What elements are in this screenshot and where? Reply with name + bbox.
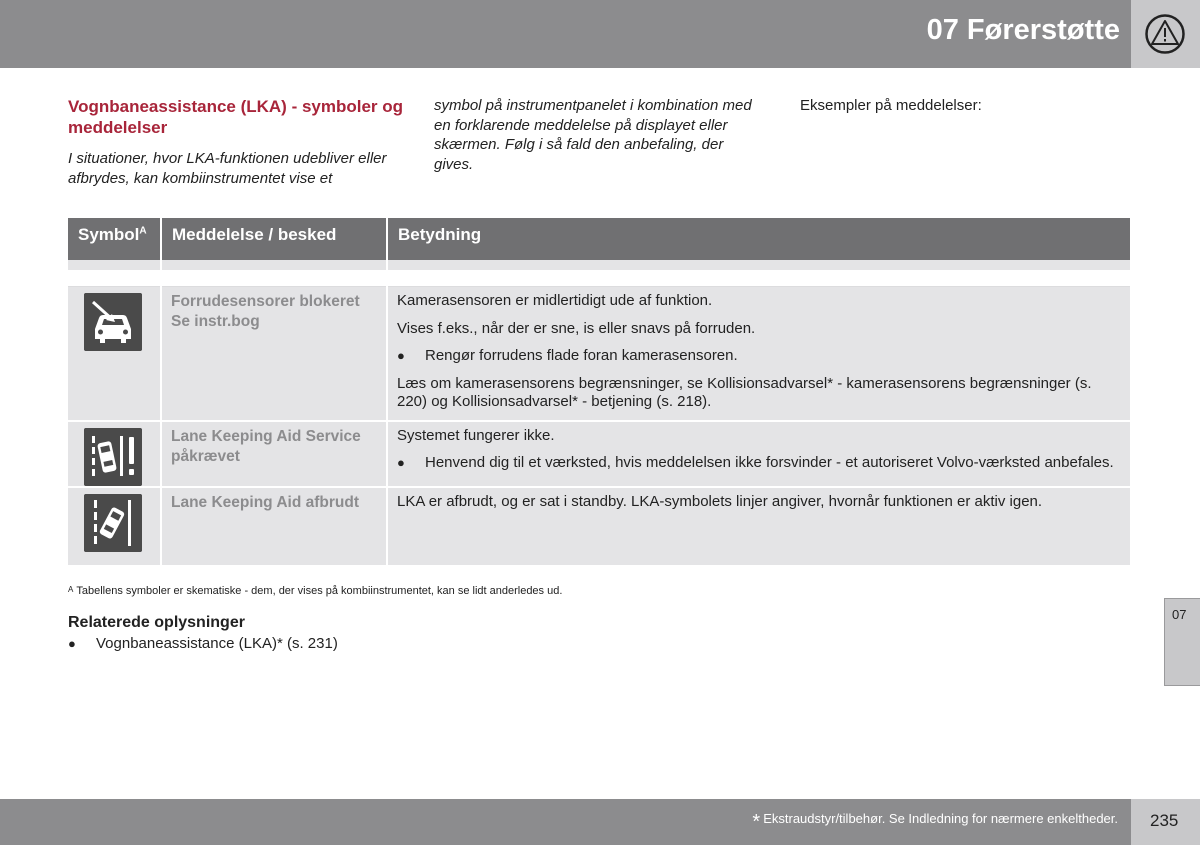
- meaning-cell: [387, 487, 1131, 566]
- meaning-cell: [387, 287, 1131, 421]
- page-number: 235: [1150, 811, 1179, 830]
- meaning-cell: [387, 421, 1131, 487]
- footer-note-text: Ekstraudstyr/tilbehør. Se Indledning for nærmere enkeltheder.: [763, 811, 1118, 826]
- asterisk: *: [752, 811, 761, 833]
- header-symbol: [68, 218, 161, 260]
- meaning-text: Systemet fungerer ikke.: [397, 426, 555, 444]
- related-link-text[interactable]: Vognbaneassistance (LKA)* (s. 231): [96, 635, 338, 652]
- chapter-icon-box: [1131, 0, 1200, 68]
- lane-keeping-service-icon: [84, 428, 142, 486]
- chapter-side-tab: 07: [1164, 598, 1200, 686]
- footnote-text: Tabellens symboler er skematiske - dem, der vises på kombiinstrumentet, kan se lidt anderledes ud.: [76, 585, 563, 597]
- warning-triangle-icon: [1144, 14, 1186, 54]
- table-row: [68, 287, 1131, 421]
- message-line2: Se instr.bog: [171, 313, 260, 330]
- meaning-text: Kamerasensoren er midlertidigt ude af funktion.: [397, 292, 713, 309]
- table-row: [68, 487, 1131, 566]
- chapter-title: 07 Førerstøtte: [926, 14, 1120, 46]
- intro-text-part2: symbol på instrumentpanelet i kombination med en forklarende meddelelse på displayet eller skærmen. Følg i så fald den anbefaling, der gives.: [434, 97, 752, 173]
- message-line1: Forrudesensorer blokeret: [171, 293, 360, 310]
- related-link[interactable]: [68, 635, 338, 654]
- message-line2: påkrævet: [171, 447, 240, 465]
- table-header-row: [68, 218, 1131, 260]
- meaning-text: LKA er afbrudt, og er sat i standby. LKA-symbolets linjer angiver, hvornår funktionen er aktiv igen.: [397, 492, 1043, 510]
- bullet-item: [397, 347, 1122, 366]
- message-cell: [161, 287, 387, 421]
- bullet-dot: ●: [68, 636, 76, 651]
- bullet-text: Henvend dig til et værksted, hvis meddelelsen ikke forsvinder - et autoriseret Volvo-værksted anbefales.: [425, 454, 1114, 471]
- lane-keeping-interrupted-icon: [84, 494, 142, 552]
- section-heading: Vognbaneassistance (LKA) - symboler og meddelelser: [68, 97, 404, 137]
- header-message: Meddelelse / besked: [161, 218, 387, 260]
- bullet-item: [397, 454, 1122, 473]
- table-row: [68, 421, 1131, 487]
- message-line1: Lane Keeping Aid afbrudt: [171, 493, 360, 511]
- camera-sensor-blocked-icon: [84, 293, 142, 351]
- footnote-marker: A: [68, 585, 74, 594]
- intro-text-part1: I situationer, hvor LKA-funktionen udebliver eller afbrydes, kan kombiinstrumentet vise et: [68, 150, 387, 187]
- message-line1: Lane Keeping Aid Service: [171, 427, 361, 445]
- symbol-cell: [68, 421, 161, 487]
- message-cell: [161, 421, 387, 487]
- meaning-text: Vises f.eks., når der er sne, is eller snavs på forruden.: [397, 319, 756, 337]
- related-heading: Relaterede oplysninger: [68, 614, 245, 631]
- table-footnote: [68, 585, 562, 597]
- header-symbol-label: Symbol: [78, 225, 140, 244]
- symbol-cell: [68, 487, 161, 566]
- bullet-dot: ●: [397, 348, 405, 363]
- meaning-text: Læs om kamerasensorens begrænsninger, se Kollisionsadvarsel* - kamerasensorens begrænsninger (s. 220) og Kollisionsadvarsel* - betjening (s. 218).: [397, 374, 1092, 410]
- table-spacer-row: [68, 260, 1131, 271]
- footnote-marker: A: [139, 225, 147, 237]
- header-meaning: Betydning: [387, 218, 1131, 260]
- examples-label: Eksempler på meddelelser:: [800, 97, 982, 114]
- message-cell: [161, 487, 387, 566]
- bullet-dot: ●: [397, 455, 405, 470]
- symbol-cell: [68, 287, 161, 421]
- bullet-text: Rengør forrudens flade foran kamerasensoren.: [425, 347, 738, 364]
- table-spacer-row: [68, 271, 1131, 287]
- footer-note: [752, 811, 1118, 834]
- messages-table: [68, 218, 1132, 567]
